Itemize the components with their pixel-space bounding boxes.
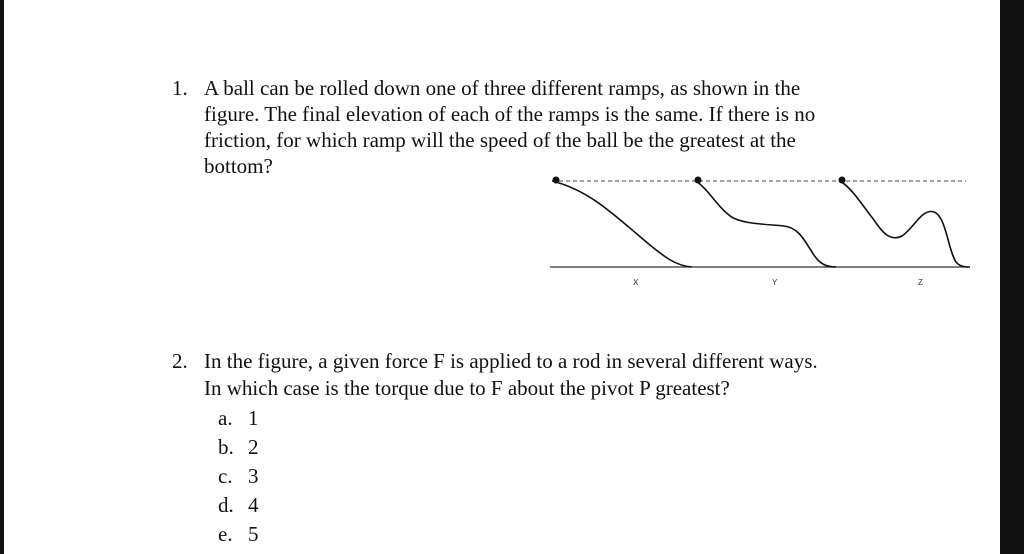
ramp-label-y: Y: [772, 278, 778, 287]
ball-z-icon: [839, 177, 846, 184]
ramp-y: [696, 181, 836, 267]
option-d-value: 4: [248, 493, 259, 517]
question-1-line-3: friction, for which ramp will the speed of the ball be the greatest at the: [204, 128, 796, 152]
question-1-line-1: A ball can be rolled down one of three different ramps, as shown in the: [204, 76, 801, 100]
ramp-z: [840, 181, 970, 267]
option-d-letter: d.: [218, 493, 234, 517]
question-1-number: 1.: [172, 76, 188, 100]
option-a-value: 1: [248, 406, 259, 430]
question-2-number: 2.: [172, 349, 188, 373]
ball-x-icon: [553, 177, 560, 184]
option-a-letter: a.: [218, 406, 233, 430]
option-c-letter: c.: [218, 464, 233, 488]
ramp-label-x: X: [633, 278, 639, 287]
option-b-value: 2: [248, 435, 259, 459]
question-1-line-4: bottom?: [204, 154, 273, 178]
ramps-figure: [4, 0, 1000, 554]
option-b[interactable]: [218, 434, 259, 460]
option-d[interactable]: [218, 492, 259, 518]
option-a[interactable]: [218, 405, 259, 431]
option-c[interactable]: [218, 463, 259, 489]
question-2-line-2: In which case is the torque due to F about the pivot P greatest?: [204, 376, 730, 400]
question-1-line-2: figure. The final elevation of each of the ramps is the same. If there is no: [204, 102, 816, 126]
option-e-letter: e.: [218, 522, 233, 546]
ball-y-icon: [695, 177, 702, 184]
ramp-x: [552, 181, 692, 267]
document-page: [4, 0, 1000, 554]
question-2-line-1: In the figure, a given force F is applied to a rod in several different ways.: [204, 349, 818, 373]
option-e[interactable]: [218, 521, 259, 547]
option-e-value: 5: [248, 522, 259, 546]
option-c-value: 3: [248, 464, 259, 488]
option-b-letter: b.: [218, 435, 234, 459]
ramp-label-z: Z: [918, 278, 923, 287]
